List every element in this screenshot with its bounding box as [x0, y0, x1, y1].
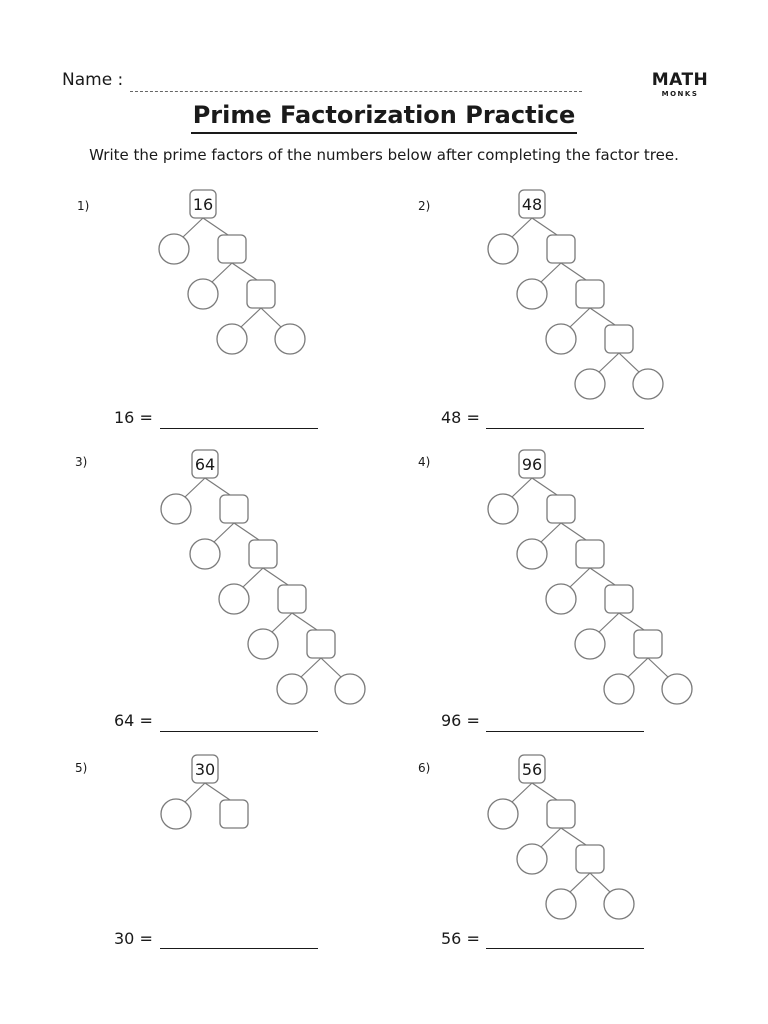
root-number: 30 [194, 760, 216, 779]
composite-factor-box[interactable] [547, 495, 575, 523]
factor-tree-6 [488, 755, 634, 919]
page-title: Prime Factorization Practice [191, 100, 578, 134]
prime-factor-circle[interactable] [662, 674, 692, 704]
problem-3-answer-prompt: 64 = [114, 711, 153, 730]
prime-factor-circle[interactable] [604, 889, 634, 919]
root-number: 64 [194, 455, 216, 474]
root-number: 96 [521, 455, 543, 474]
root-number: 48 [521, 195, 543, 214]
problem-4-label: 4) [418, 455, 431, 469]
composite-factor-box[interactable] [576, 280, 604, 308]
prime-factor-circle[interactable] [217, 324, 247, 354]
factor-tree-5 [161, 755, 248, 829]
problem-6-label: 6) [418, 761, 431, 775]
instructions: Write the prime factors of the numbers below after completing the factor tree. [89, 146, 679, 164]
composite-factor-box[interactable] [605, 585, 633, 613]
prime-factor-circle[interactable] [546, 324, 576, 354]
prime-factor-circle[interactable] [546, 889, 576, 919]
composite-factor-box[interactable] [220, 495, 248, 523]
prime-factor-circle[interactable] [190, 539, 220, 569]
root-number: 56 [521, 760, 543, 779]
prime-factor-circle[interactable] [488, 799, 518, 829]
prime-factor-circle[interactable] [633, 369, 663, 399]
name-label: Name : [62, 70, 124, 90]
prime-factor-circle[interactable] [517, 844, 547, 874]
prime-factor-circle[interactable] [219, 584, 249, 614]
problem-3-label: 3) [75, 455, 88, 469]
prime-factor-circle[interactable] [335, 674, 365, 704]
prime-factor-circle[interactable] [488, 234, 518, 264]
root-number: 16 [192, 195, 214, 214]
problem-4-answer-prompt: 96 = [441, 711, 480, 730]
prime-factor-circle[interactable] [488, 494, 518, 524]
prime-factor-circle[interactable] [517, 279, 547, 309]
composite-factor-box[interactable] [218, 235, 246, 263]
factor-tree-2 [488, 190, 663, 399]
prime-factor-circle[interactable] [161, 494, 191, 524]
composite-factor-box[interactable] [634, 630, 662, 658]
prime-factor-circle[interactable] [277, 674, 307, 704]
problem-2-label: 2) [418, 199, 431, 213]
problem-6-answer-prompt: 56 = [441, 929, 480, 948]
problem-5-label: 5) [75, 761, 88, 775]
composite-factor-box[interactable] [249, 540, 277, 568]
composite-factor-box[interactable] [576, 845, 604, 873]
factor-tree-4 [488, 450, 692, 704]
composite-factor-box[interactable] [547, 235, 575, 263]
composite-factor-box[interactable] [576, 540, 604, 568]
prime-factor-circle[interactable] [275, 324, 305, 354]
logo-sub-text: MONKS [661, 90, 699, 98]
prime-factor-circle[interactable] [604, 674, 634, 704]
factor-tree-3 [161, 450, 365, 704]
problem-1-label: 1) [77, 199, 90, 213]
composite-factor-box[interactable] [220, 800, 248, 828]
logo-main-text: MATH [651, 70, 709, 90]
composite-factor-box[interactable] [307, 630, 335, 658]
prime-factor-circle[interactable] [161, 799, 191, 829]
composite-factor-box[interactable] [605, 325, 633, 353]
prime-factor-circle[interactable] [248, 629, 278, 659]
composite-factor-box[interactable] [278, 585, 306, 613]
factor-tree-1 [159, 190, 305, 354]
prime-factor-circle[interactable] [159, 234, 189, 264]
problem-1-answer-prompt: 16 = [114, 408, 153, 427]
prime-factor-circle[interactable] [546, 584, 576, 614]
problem-2-answer-prompt: 48 = [441, 408, 480, 427]
prime-factor-circle[interactable] [575, 369, 605, 399]
composite-factor-box[interactable] [547, 800, 575, 828]
prime-factor-circle[interactable] [188, 279, 218, 309]
prime-factor-circle[interactable] [575, 629, 605, 659]
prime-factor-circle[interactable] [517, 539, 547, 569]
problem-5-answer-prompt: 30 = [114, 929, 153, 948]
composite-factor-box[interactable] [247, 280, 275, 308]
